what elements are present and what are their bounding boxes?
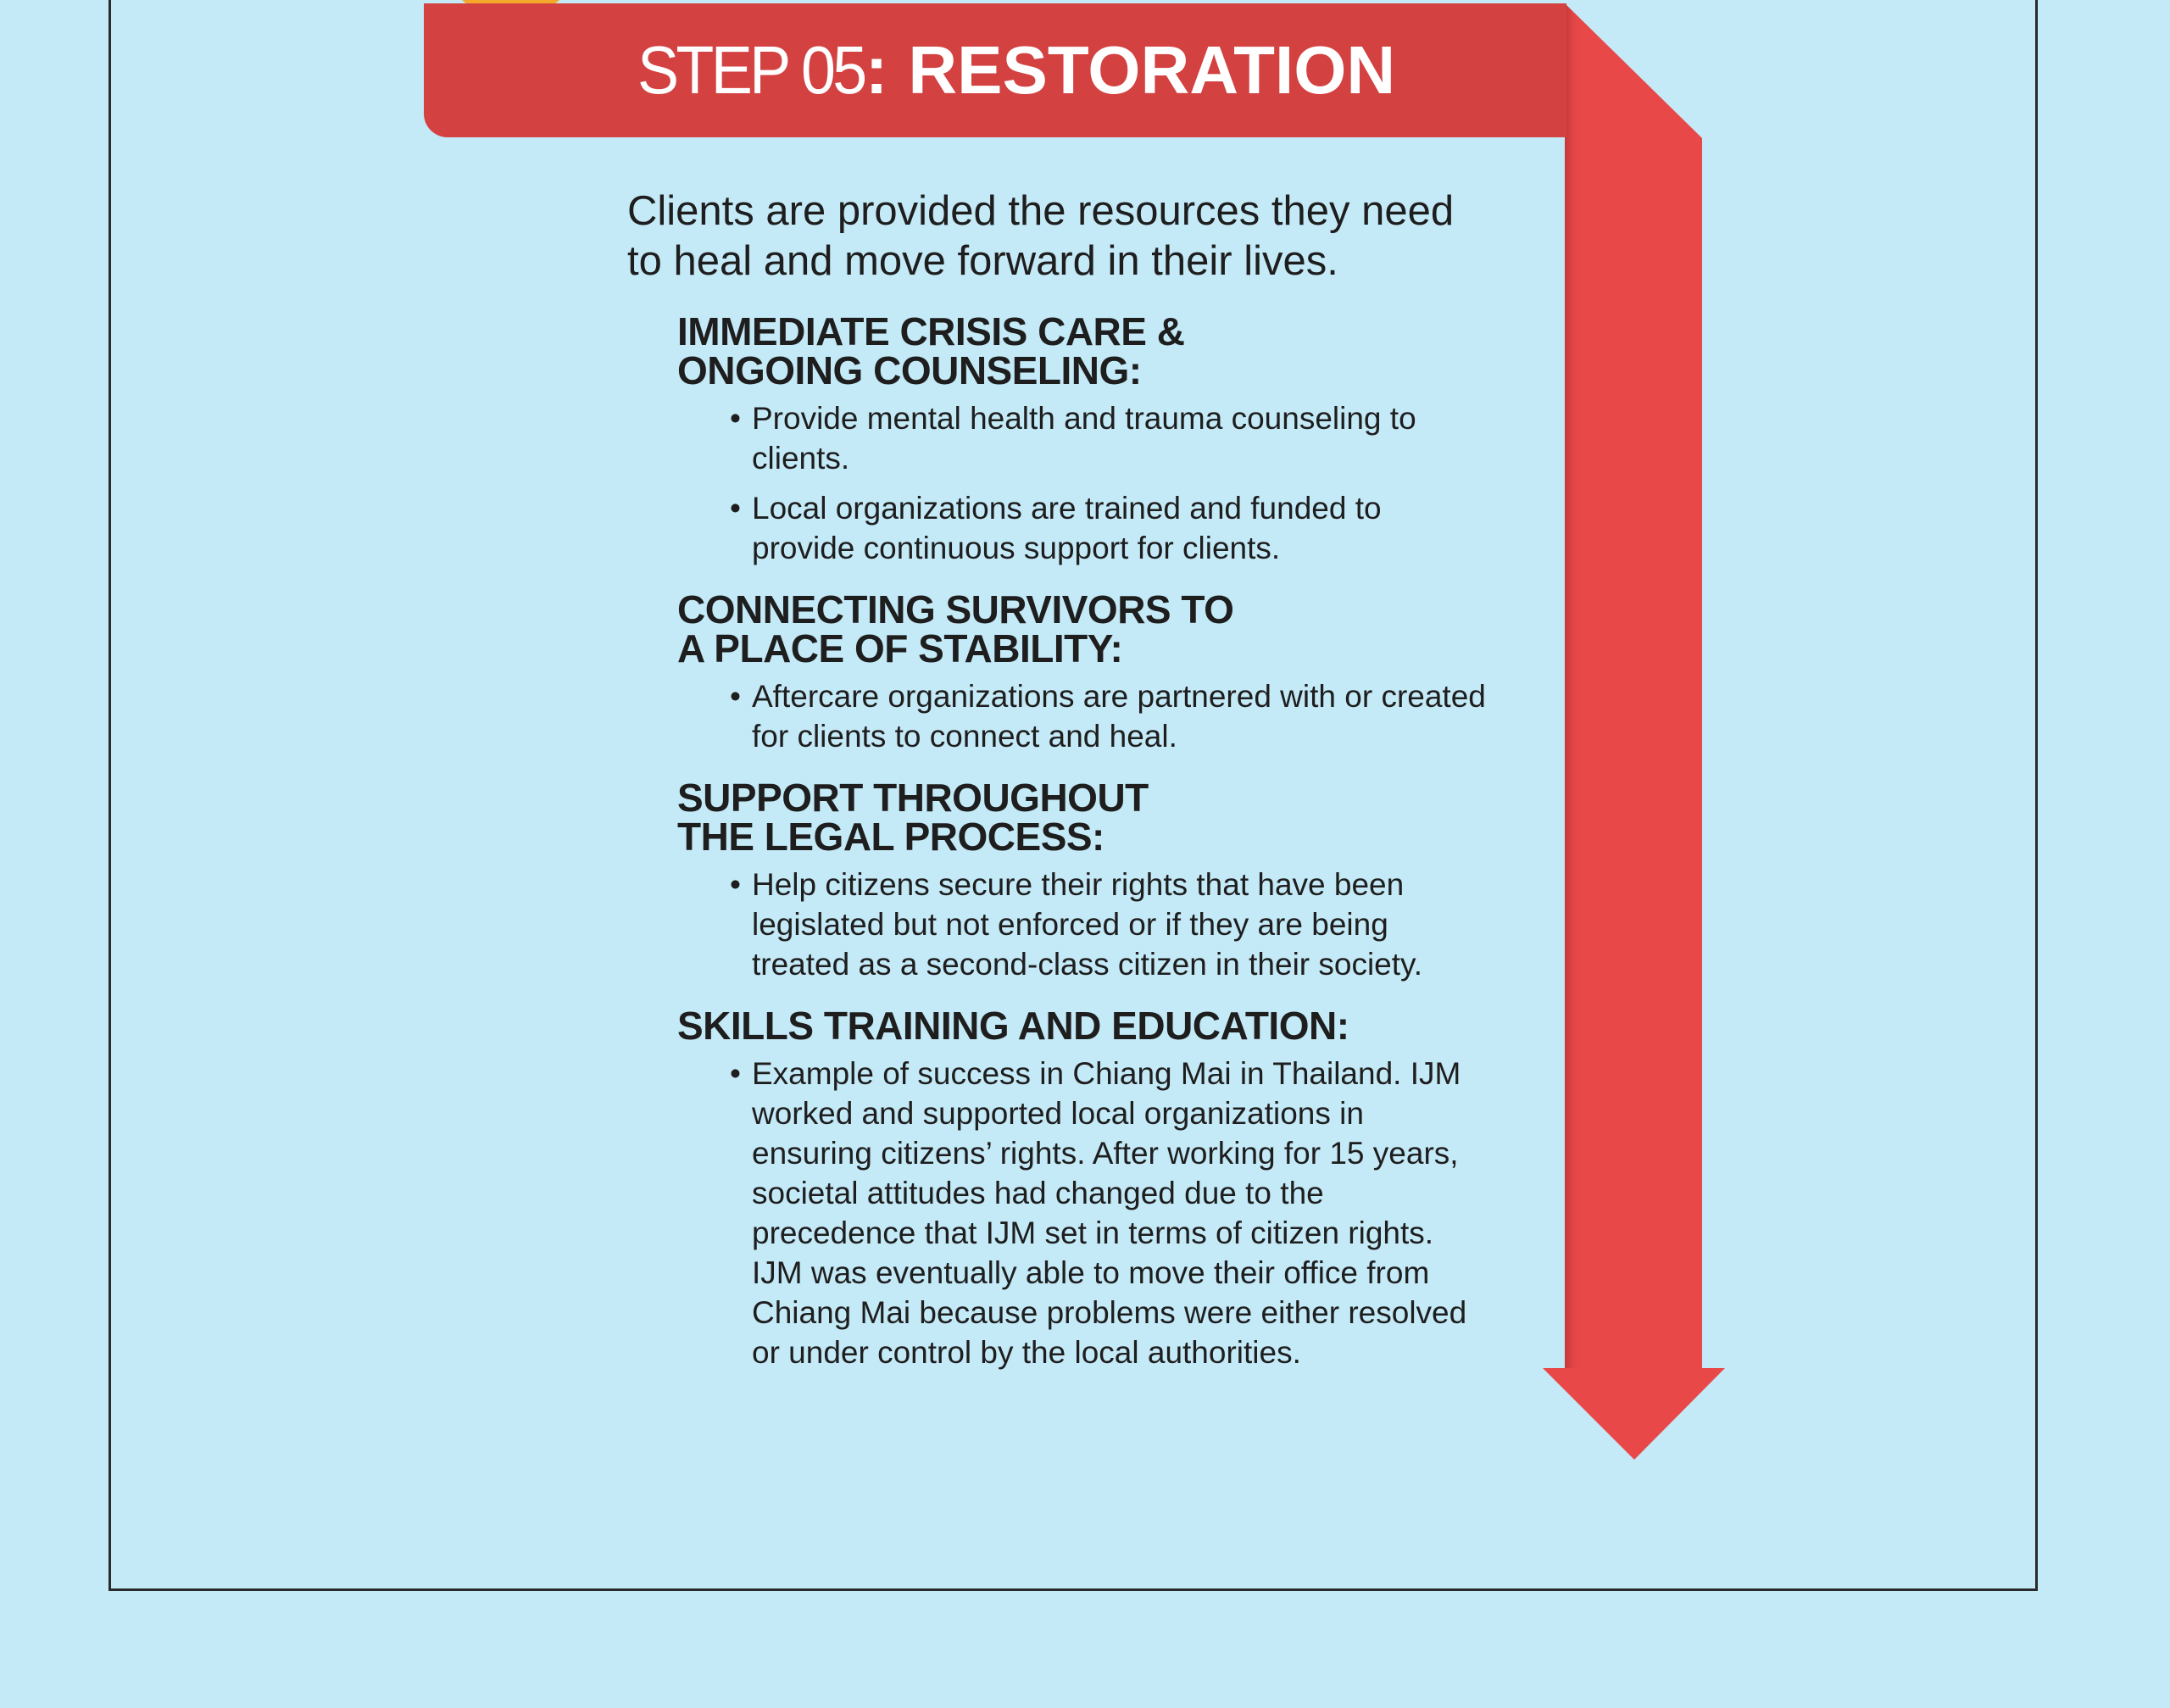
section-heading: [677, 309, 1492, 392]
section-heading: [677, 776, 1492, 859]
list-item: • Local organizations are trained and funded to provide continuous support for clients.: [730, 488, 1481, 568]
list-item: • Example of success in Chiang Mai in Thailand. IJM worked and supported local organizations in ensuring citizens’ rights. After working for 15 years, societal attitudes had changed due to the precedence that IJM set in terms of citizen rights. IJM was eventually able to move their office from Chiang Mai because problems were either resolved or under control by the local authorities.: [730, 1054, 1489, 1372]
section-stability: [677, 587, 1492, 756]
bullet-list: [677, 398, 1492, 568]
heading-line: THE LEGAL PROCESS:: [677, 815, 1104, 859]
heading-line: ONGOING COUNSELING:: [677, 348, 1142, 392]
step-title: RESTORATION: [908, 32, 1396, 108]
ribbon-vertical-band: [1565, 3, 1702, 1369]
section-skills-training: [677, 1006, 1492, 1372]
bullet-list: [677, 676, 1492, 756]
step-content: [627, 186, 1492, 1394]
ribbon-fold-shadow: [1565, 3, 1583, 1369]
heading-line: IMMEDIATE CRISIS CARE &: [677, 309, 1185, 353]
intro-text: Clients are provided the resources they need to heal and move forward in their lives.: [627, 188, 1455, 284]
heading-line: CONNECTING SURVIVORS TO: [677, 587, 1234, 631]
step-label: STEP 05: [637, 32, 865, 108]
step-colon: :: [865, 32, 888, 108]
bullet-list: [677, 865, 1492, 984]
step-banner: [424, 3, 1566, 137]
list-item: • Help citizens secure their rights that have been legislated but not enforced or if they are being treated as a second-class citizen in their society.: [730, 865, 1472, 984]
heading-line: A PLACE OF STABILITY:: [677, 626, 1123, 670]
bullet-list: [677, 1054, 1492, 1372]
section-heading: [677, 587, 1492, 670]
section-legal-process: [677, 778, 1492, 984]
heading-line: SKILLS TRAINING AND EDUCATION:: [677, 1004, 1349, 1048]
heading-line: SUPPORT THROUGHOUT: [677, 776, 1149, 820]
section-heading: [677, 1004, 1492, 1048]
list-item: • Aftercare organizations are partnered with or created for clients to connect and heal.: [730, 676, 1498, 756]
down-arrow-head: [1543, 1368, 1725, 1460]
list-item: • Provide mental health and trauma counseling to clients.: [730, 398, 1481, 478]
section-crisis-care: [677, 309, 1492, 568]
